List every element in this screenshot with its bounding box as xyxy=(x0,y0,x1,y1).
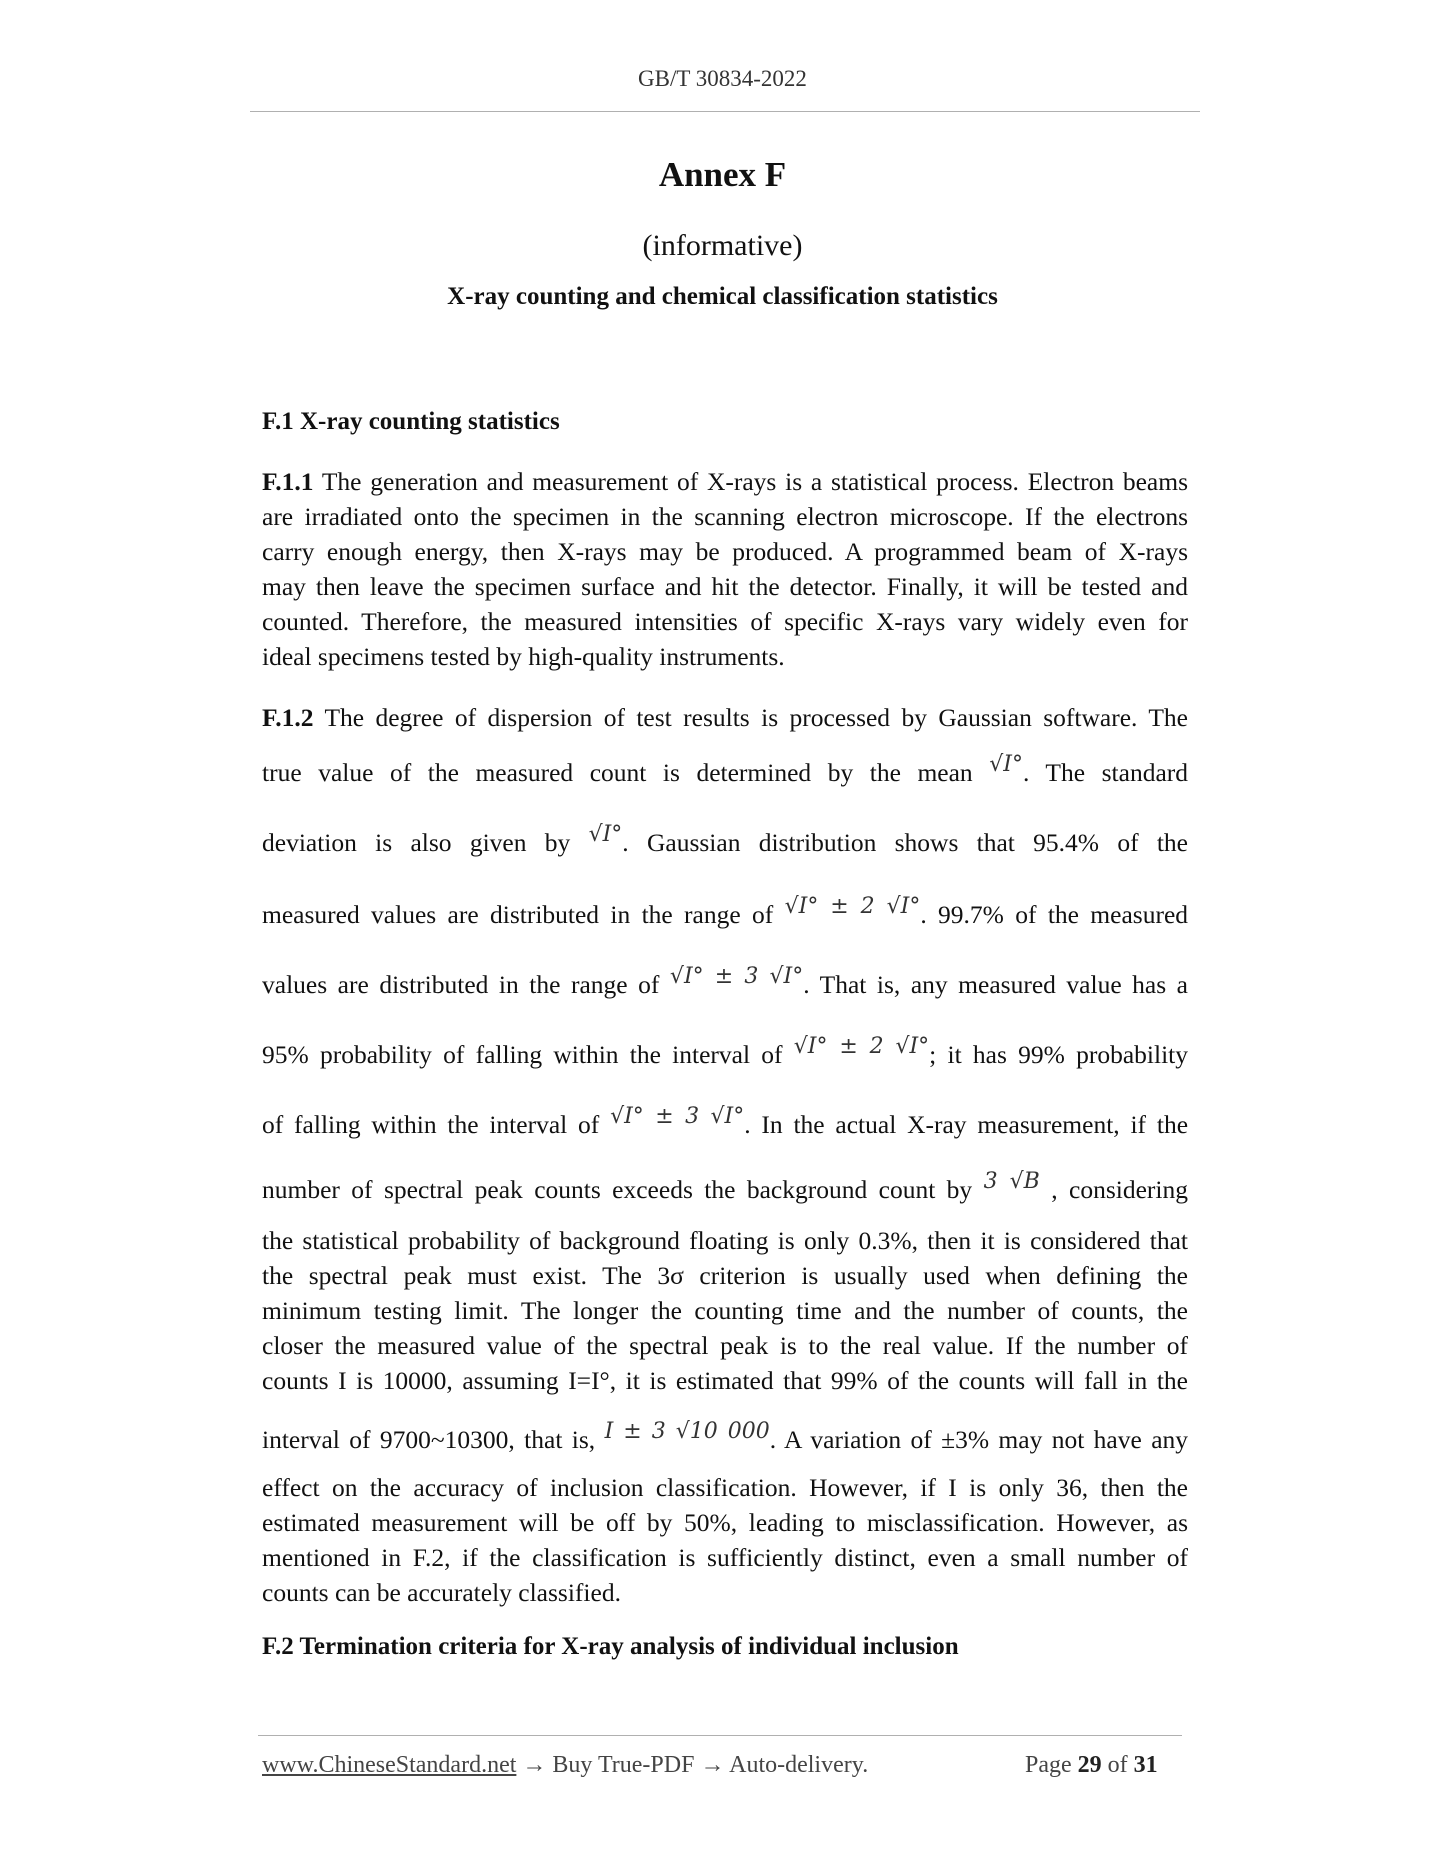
page-total: 31 xyxy=(1133,1752,1158,1778)
paragraph-line: are irradiated onto the specimen in the scanning electron microscope. If the electrons xyxy=(262,502,1188,531)
paragraph-line: counts I is 10000, assuming I=I°, it is estimated that 99% of the counts will fall in the xyxy=(262,1366,1188,1395)
paragraph-line: counts can be accurately classified. xyxy=(262,1578,621,1607)
section-heading-f1: F.1 X-ray counting statistics xyxy=(262,408,560,435)
footer-divider xyxy=(258,1735,1182,1736)
annex-kind: (informative) xyxy=(642,229,803,262)
footer-promo-text: → Buy True-PDF → Auto-delivery. xyxy=(516,1752,869,1778)
header-divider xyxy=(250,111,1200,112)
paragraph-line: true value of the measured count is determined by the mean √I°. The standard xyxy=(262,752,1189,787)
formula-range-2: √I° ± 2 √I° xyxy=(793,1034,930,1059)
annex-title: Annex F xyxy=(658,155,787,194)
formula-range-3: √I° ± 3 √I° xyxy=(610,1104,745,1129)
clause-label: F.1.1 xyxy=(262,467,314,496)
footer-promo xyxy=(262,1752,868,1779)
paragraph-line: values are distributed in the range of √I° ± 3 √I°. That is, any measured value has a xyxy=(262,964,1189,999)
paragraph-line: F.1.1 The generation and measurement of X-rays is a statistical process. Electron beams xyxy=(262,467,1188,496)
document-code: GB/T 30834-2022 xyxy=(638,66,807,91)
page-indicator: Page 29 of 31 xyxy=(1025,1752,1158,1778)
clause-label: F.1.2 xyxy=(262,703,314,732)
paragraph-line: ideal specimens tested by high-quality instruments. xyxy=(262,642,785,671)
paragraph-line: may then leave the specimen surface and hit the detector. Finally, it will be tested and xyxy=(262,572,1188,601)
formula-range-2: √I° ± 2 √I° xyxy=(784,894,921,919)
formula-range-3: √I° ± 3 √I° xyxy=(669,964,804,989)
paragraph-line: minimum testing limit. The longer the counting time and the number of counts, the xyxy=(262,1296,1188,1325)
formula-i-range: I ± 3 √10 000 xyxy=(604,1419,770,1444)
paragraph-line: measured values are distributed in the range of √I° ± 2 √I°. 99.7% of the measured xyxy=(262,894,1189,929)
paragraph-line: mentioned in F.2, if the classification is sufficiently distinct, even a small number of xyxy=(262,1543,1188,1572)
site-link[interactable]: www.ChineseStandard.net xyxy=(262,1752,517,1778)
paragraph-line: number of spectral peak counts exceeds the background count by 3 √B , considering xyxy=(262,1169,1189,1204)
paragraph-line: deviation is also given by √I°. Gaussian distribution shows that 95.4% of the xyxy=(262,822,1189,857)
paragraph-line: 95% probability of falling within the interval of √I° ± 2 √I°; it has 99% probability xyxy=(262,1034,1188,1069)
paragraph-line: the statistical probability of background floating is only 0.3%, then it is considered that xyxy=(262,1226,1188,1255)
annex-subtitle: X-ray counting and chemical classification statistics xyxy=(447,283,998,310)
page-number: 29 xyxy=(1077,1752,1102,1778)
formula-sqrt-i: √I° xyxy=(989,752,1023,777)
paragraph-line: interval of 9700~10300, that is, I ± 3 √10 000. A variation of ±3% may not have any xyxy=(262,1419,1189,1454)
paragraph-line: the spectral peak must exist. The 3σ criterion is usually used when defining the xyxy=(262,1261,1188,1290)
paragraph-line: closer the measured value of the spectral peak is to the real value. If the number of xyxy=(262,1331,1188,1360)
paragraph-line: of falling within the interval of √I° ± 3 √I°. In the actual X-ray measurement, if the xyxy=(262,1104,1189,1139)
paragraph-line: counted. Therefore, the measured intensities of specific X-rays vary widely even for xyxy=(262,607,1188,636)
paragraph-line: carry enough energy, then X-rays may be produced. A programmed beam of X-rays xyxy=(262,537,1188,566)
formula-sqrt-i: √I° xyxy=(588,822,623,847)
paragraph-line: effect on the accuracy of inclusion classification. However, if I is only 36, then the xyxy=(262,1473,1188,1502)
section-heading-f2: F.2 Termination criteria for X-ray analysis of individual inclusion xyxy=(262,1633,959,1660)
formula-three-sqrt-b: 3 √B xyxy=(983,1169,1040,1194)
paragraph-line: F.1.2 The degree of dispersion of test results is processed by Gaussian software. The xyxy=(262,703,1188,732)
paragraph-line: estimated measurement will be off by 50%, leading to misclassification. However, as xyxy=(262,1508,1188,1537)
